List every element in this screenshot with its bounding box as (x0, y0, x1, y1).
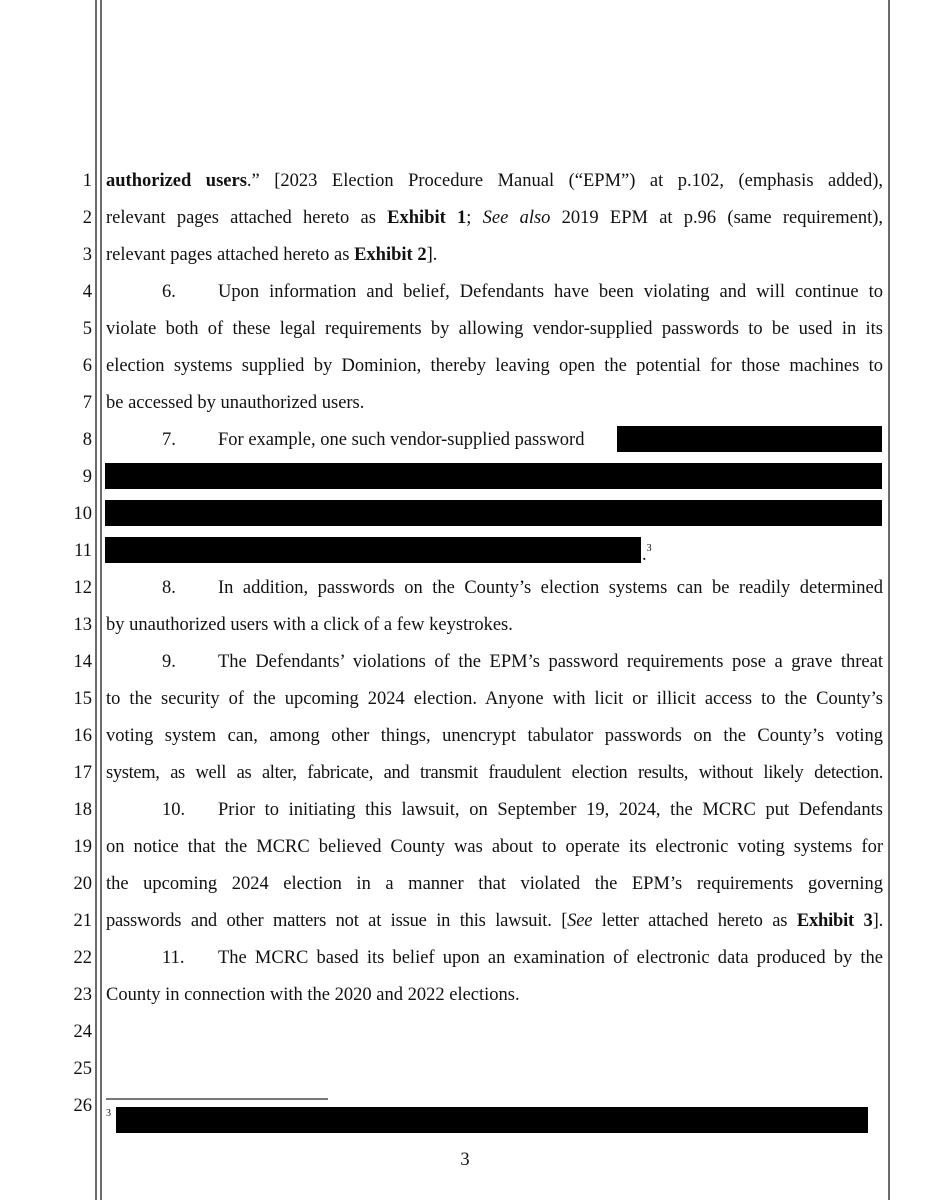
text-line-18 (162, 800, 883, 820)
text-line-2 (106, 208, 883, 228)
text: The MCRC based its belief upon an examination of electronic data produced by the (218, 948, 883, 968)
line-number: 4 (82, 282, 92, 302)
line-number: 18 (73, 800, 92, 820)
text-line-6: election systems supplied by Dominion, thereby leaving open the potential for those machines to (106, 356, 883, 376)
text-line-22 (162, 948, 883, 968)
text-line-7: be accessed by unauthorized users. (106, 393, 365, 413)
text-line-3 (106, 245, 883, 265)
line-number: 9 (82, 467, 92, 487)
period: . (642, 545, 647, 566)
text: ]. (872, 911, 883, 931)
line-number: 22 (73, 948, 92, 968)
text-line-12 (162, 578, 883, 598)
text-line-19: on notice that the MCRC believed County was about to operate its electronic voting systems for (106, 837, 883, 857)
redaction-block (105, 537, 641, 563)
line-number: 1 (82, 171, 92, 191)
text-line-1 (106, 171, 883, 191)
line-number: 21 (73, 911, 92, 931)
bold-text: authorized users (106, 171, 247, 191)
text: Prior to initiating this lawsuit, on September 19, 2024, the MCRC put Defendants (218, 800, 883, 820)
text: 2019 EPM at p.96 (same requirement), (550, 208, 883, 228)
text-line-14 (162, 652, 883, 672)
text-line-4 (162, 282, 883, 302)
line-number: 23 (73, 985, 92, 1005)
text: For example, one such vendor-supplied password (218, 430, 585, 450)
line-number: 3 (82, 245, 92, 265)
line-number: 15 (73, 689, 92, 709)
footnote-separator (106, 1098, 328, 1100)
exhibit-3-ref: Exhibit 3 (796, 911, 873, 931)
line-number: 20 (73, 874, 92, 894)
italic-signal: See (567, 911, 593, 931)
line-number: 25 (73, 1059, 92, 1079)
text: relevant pages attached hereto as (106, 245, 355, 265)
text: passwords and other matters not at issue in this lawsuit. [ (106, 911, 568, 931)
text-line-21 (106, 911, 883, 931)
footnote-number: 3 (106, 1108, 111, 1119)
right-margin-rule (888, 0, 890, 1200)
text: ; (466, 208, 483, 228)
left-margin-rule-inner (100, 0, 102, 1200)
paragraph-number: 9. (162, 652, 176, 672)
line-number: 14 (73, 652, 92, 672)
text: relevant pages attached hereto as (106, 208, 388, 228)
text-line-17: system, as well as alter, fabricate, and transmit fraudulent election results, without likely detection. (106, 763, 883, 783)
text-line-15: to the security of the upcoming 2024 election. Anyone with licit or illicit access to the County’s (106, 689, 883, 709)
line-number: 7 (82, 393, 92, 413)
footnote-marker[interactable]: 3 (646, 543, 652, 554)
exhibit-1-ref: Exhibit 1 (387, 208, 467, 228)
paragraph-number: 8. (162, 578, 176, 598)
paragraph-number: 6. (162, 282, 176, 302)
text-line-23: County in connection with the 2020 and 2022 elections. (106, 985, 520, 1005)
paragraph-number: 10. (162, 800, 186, 820)
text-line-20: the upcoming 2024 election in a manner that violated the EPM’s requirements governing (106, 874, 883, 894)
line-number: 13 (73, 615, 92, 635)
line-number: 12 (73, 578, 92, 598)
redaction-block (105, 463, 882, 489)
text: ]. (426, 245, 438, 265)
line-number: 6 (82, 356, 92, 376)
footnote-reference (642, 541, 682, 565)
redaction-block (105, 500, 882, 526)
paragraph-number: 7. (162, 430, 176, 450)
italic-signal: See also (482, 208, 551, 228)
line-number: 24 (73, 1022, 92, 1042)
redaction-block (116, 1107, 868, 1133)
page-number: 3 (460, 1150, 470, 1170)
line-number: 17 (73, 763, 92, 783)
text: Upon information and belief, Defendants have been violating and will continue to (218, 282, 883, 302)
line-number: 2 (82, 208, 92, 228)
text: The Defendants’ violations of the EPM’s password requirements pose a grave threat (218, 652, 883, 672)
exhibit-2-ref: Exhibit 2 (354, 245, 427, 265)
text: .” [2023 Election Procedure Manual (“EPM”) at p.102, (emphasis added), (246, 171, 883, 191)
line-number: 8 (82, 430, 92, 450)
text-line-16: voting system can, among other things, unencrypt tabulator passwords on the County’s voting (106, 726, 883, 746)
line-number: 16 (73, 726, 92, 746)
text: letter attached hereto as (592, 911, 797, 931)
paragraph-number: 11. (162, 948, 185, 968)
text-line-13: by unauthorized users with a click of a few keystrokes. (106, 615, 513, 635)
text-line-5: violate both of these legal requirements by allowing vendor-supplied passwords to be used in its (106, 319, 883, 339)
line-number: 10 (73, 504, 92, 524)
line-number: 5 (82, 319, 92, 339)
redaction-block (617, 426, 882, 452)
left-margin-rule-outer (95, 0, 97, 1200)
line-number: 11 (74, 541, 92, 561)
line-number: 19 (73, 837, 92, 857)
line-number: 26 (73, 1096, 92, 1116)
text: In addition, passwords on the County’s election systems can be readily determined (218, 578, 883, 598)
